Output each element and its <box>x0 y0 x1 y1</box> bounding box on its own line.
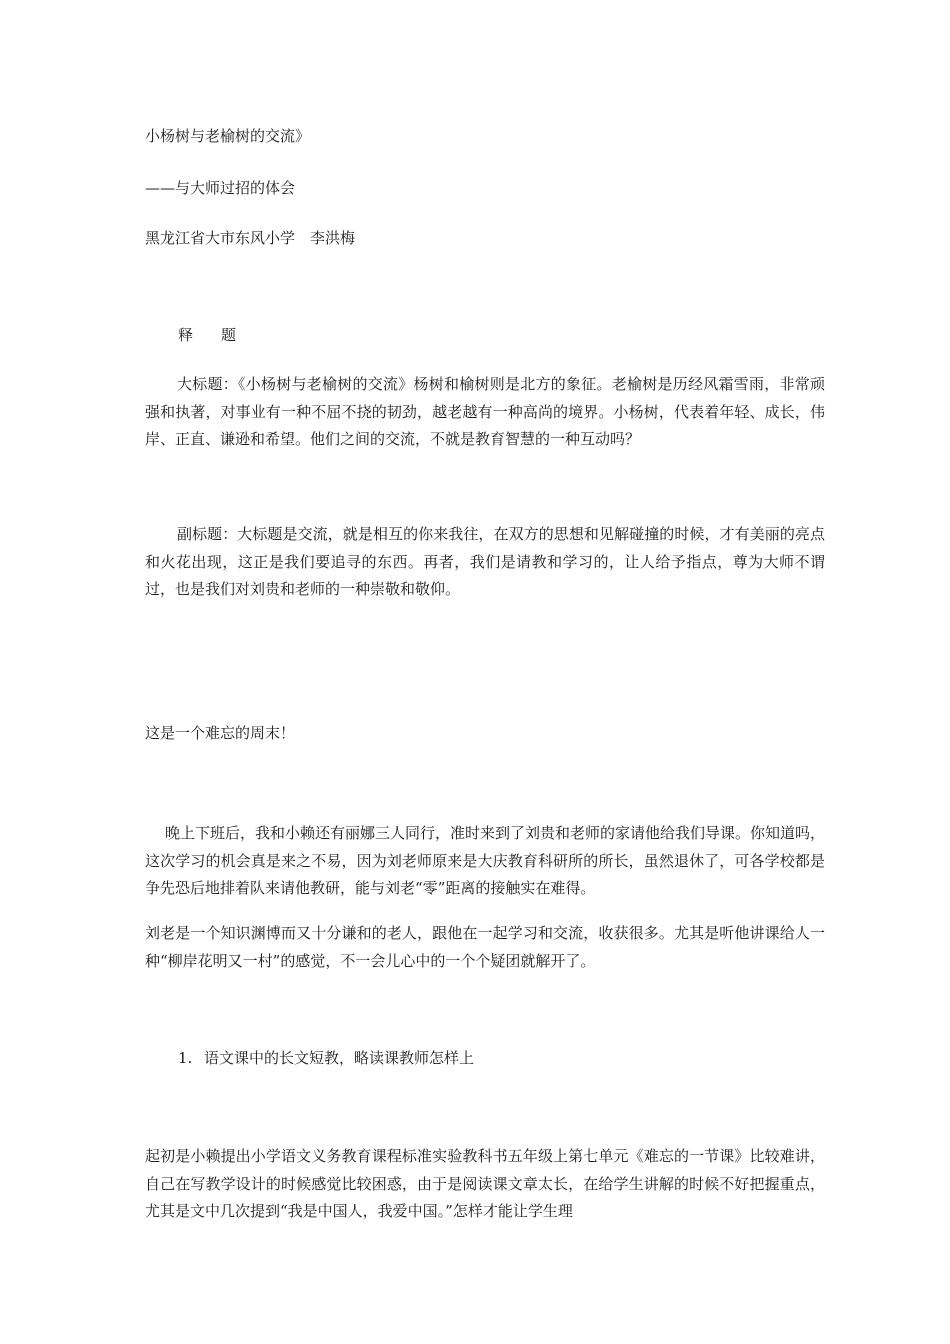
paragraph-initial: 起初是小赖提出小学语文义务教育课程标准实验教科书五年级上第七单元《难忘的一节课》比较难讲，自己在写教学设计的时候感觉比较困惑，由于是阅读课文章太长，在给学生讲解的时候不好把握重点，尤其是文中几次提到“我是中国人，我爱中国。”怎样才能让学生理 <box>145 1147 825 1220</box>
paragraph-evening: 晚上下班后，我和小赖还有丽娜三人同行，准时来到了刘贵和老师的家请他给我们导课。你知道吗，这次学习的机会真是来之不易，因为刘老师原来是大庆教育科研所的所长，虽然退休了，可各学校都是争先恐后地排着队来请他教研，能与刘老“零”距离的接触实在难得。 <box>145 824 826 897</box>
paragraph-liu: 刘老是一个知识渊博而又十分谦和的老人，跟他在一起学习和交流，收获很多。尤其是听他讲课给人一种“柳岸花明又一村”的感觉，不一会儿心中的一个个疑团就解开了。 <box>145 924 825 970</box>
numbered-item-number: 1. <box>178 1049 193 1067</box>
section-heading-part1: 释 <box>178 326 194 344</box>
document-subtitle: ——与大师过招的体会 <box>145 179 296 197</box>
numbered-item <box>178 1045 474 1072</box>
numbered-item-text: 语文课中的长文短教，略读课教师怎样上 <box>204 1049 475 1067</box>
author-line: 黑龙江省大市东风小学 李洪梅 <box>145 229 356 247</box>
section-heading-part2: 题 <box>221 326 237 344</box>
weekend-line: 这是一个难忘的周末！ <box>145 724 296 742</box>
document-title: 小杨树与老榆树的交流》 <box>145 127 311 145</box>
section-heading <box>178 322 236 349</box>
paragraph-main-title: 大标题：《小杨树与老榆树的交流》杨树和榆树则是北方的象征。老榆树是历经风霜雪雨，非常顽强和执著，对事业有一种不屈不挠的韧劲，越老越有一种高尚的境界。小杨树，代表着年轻、成长，伟岸、正直、谦逊和希望。他们之间的交流，不就是教育智慧的一种互动吗？ <box>145 375 825 448</box>
paragraph-sub-title: 副标题：大标题是交流，就是相互的你来我往，在双方的思想和见解碰撞的时候，才有美丽的亮点和火花出现，这正是我们要追寻的东西。再者，我们是请教和学习的，让人给予指点，尊为大师不谓过，也是我们对刘贵和老师的一种崇敬和敬仰。 <box>145 525 825 598</box>
